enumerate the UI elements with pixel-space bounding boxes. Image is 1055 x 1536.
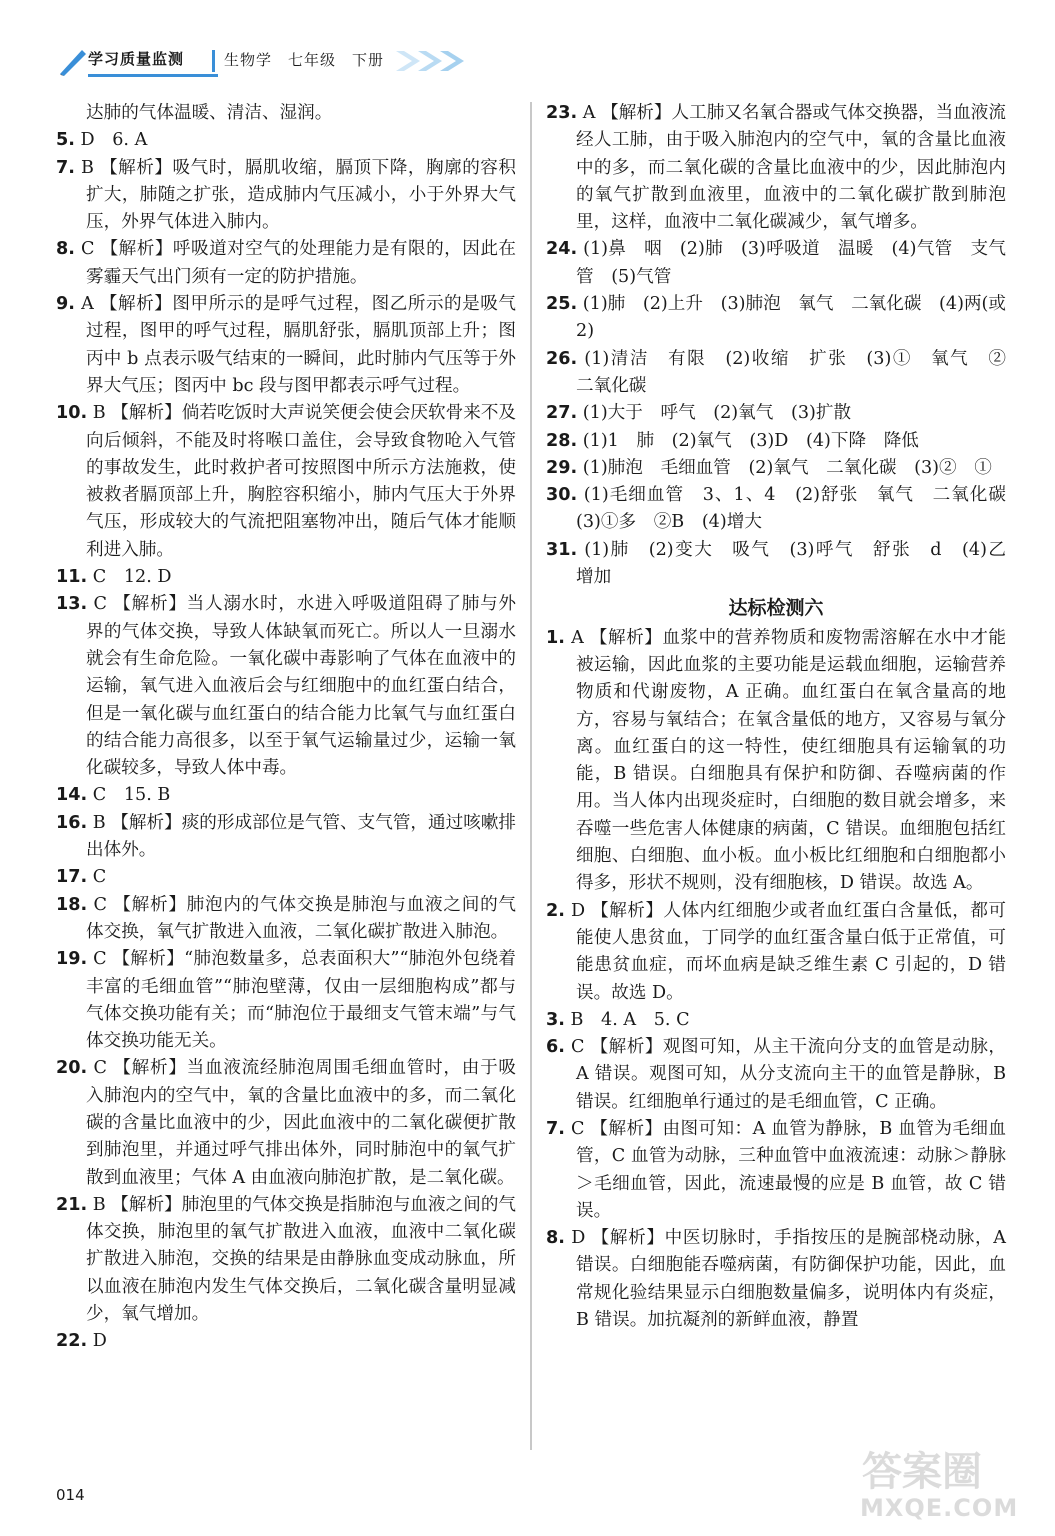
question-number: 9. xyxy=(56,294,75,315)
header-divider xyxy=(212,50,215,72)
question-number: 31. xyxy=(546,539,578,560)
answer-text: C 15. B xyxy=(92,785,171,806)
answer-item xyxy=(546,1225,1006,1334)
answer-text: B 【解析】倘若吃饭时大声说笑便会使会厌软骨来不及向后倾斜，不能及时将喉口盖住，会导致食物呛入气管的事故发生，此时救护者可按照图中所示方法施救，使被救者膈顶部上升，胸腔容积缩小，肺内气压大于外界气压，形成较大的气流把阻塞物冲出，随后气体才能顺利进入肺。 xyxy=(86,403,517,560)
answer-item xyxy=(56,236,516,291)
pen-icon xyxy=(58,46,88,76)
answer-text: B 4. A 5. C xyxy=(570,1009,690,1030)
question-number: 13. xyxy=(56,594,88,615)
question-number: 18. xyxy=(56,894,88,915)
answer-item xyxy=(56,591,516,782)
chevron-decoration-icon xyxy=(394,48,474,74)
book-title: 学习质量监测 xyxy=(88,50,185,68)
answer-item xyxy=(546,898,1006,1007)
answer-text: D xyxy=(92,1331,107,1352)
section-title: 达标检测六 xyxy=(728,597,824,620)
answer-text: A 【解析】图甲所示的是呼气过程，图乙所示的是吸气过程，图甲的呼气过程，膈肌舒张，膈肌顶部上升；图丙中 b 点表示吸气结束的一瞬间，此时肺内气压等于外界大气压；图丙中 bc 段与图甲都表示呼气过程。 xyxy=(81,294,516,396)
answer-text: (1)肺 (2)变大 吸气 (3)呼气 舒张 d (4)乙 增加 xyxy=(576,539,1024,588)
answer-text: (1)肺 (2)上升 (3)肺泡 氧气 二氧化碳 (4)两(或 2) xyxy=(576,294,1007,342)
answer-text: D 6. A xyxy=(80,130,148,151)
answer-text: C 【解析】由图可知：A 血管为静脉，B 血管为毛细血管，C 血管为动脉，三种血管中血液流速：动脉＞静脉＞毛细血管，因此，流速最慢的应是 B 血管，故 C 错误。 xyxy=(570,1118,1006,1221)
page-header xyxy=(54,40,474,80)
answer-item xyxy=(546,400,1006,427)
question-number: 21. xyxy=(56,1194,88,1215)
answer-item xyxy=(56,892,516,947)
answer-item xyxy=(546,482,1024,537)
answer-item xyxy=(56,1192,516,1328)
answer-item xyxy=(56,564,516,591)
question-number: 27. xyxy=(546,403,578,424)
answer-text: D 【解析】人体内红细胞少或者血红蛋白含量低，都可能使人患贫血，丁同学的血红蛋含量白低于正常值，可能患贫血症，而坏血病是缺乏维生素 C 引起的，D 错误。故选 D。 xyxy=(571,900,1007,1003)
answer-item xyxy=(546,1007,1006,1034)
question-number: 8. xyxy=(546,1228,565,1249)
header-underline xyxy=(88,74,218,77)
answer-text: B 【解析】吸气时，膈肌收缩，膈顶下降，胸廓的容积扩大，肺随之扩张，造成肺内气压减小，小于外界大气压，外界气体进入肺内。 xyxy=(81,157,516,233)
answer-text: C 【解析】“肺泡数量多，总表面积大”“肺泡外包绕着丰富的毛细血管”“肺泡壁薄，仅由一层细胞构成”都与气体交换功能有关；而“肺泡位于最细支气管末端”与气体交换功能无关。 xyxy=(86,949,516,1052)
answer-text: C 【解析】呼吸道对空气的处理能力是有限的，因此在雾霾天气出门须有一定的防护措施。 xyxy=(81,239,517,287)
question-number: 5. xyxy=(56,130,75,151)
answer-item xyxy=(56,1055,516,1191)
answer-item xyxy=(56,155,516,237)
answer-item xyxy=(56,100,516,127)
answer-text: C 【解析】肺泡内的气体交换是肺泡与血液之间的气体交换，氧气扩散进入血液，二氧化碳扩散进入肺泡。 xyxy=(86,894,517,942)
book-subject: 生物学 七年级 下册 xyxy=(224,51,385,69)
answer-item xyxy=(56,1328,516,1355)
answer-item xyxy=(546,236,1006,291)
question-number: 28. xyxy=(546,430,578,451)
question-number: 24. xyxy=(546,239,578,260)
answer-text: C 12. D xyxy=(92,567,172,588)
answer-text: B 【解析】肺泡里的气体交换是指肺泡与血液之间的气体交换，肺泡里的氧气扩散进入血液，血液中二氧化碳扩散进入肺泡，交换的结果是由静脉血变成动脉血，所以血液在肺泡内发生气体交换后，二氧化碳含量明显减少，氧气增加。 xyxy=(86,1194,517,1325)
answer-item xyxy=(546,346,1024,401)
answer-text: D 【解析】中医切脉时，手指按压的是腕部桡动脉，A 错误。白细胞能吞噬病菌，有防御保护功能，因此，血常规化验结果显示白细胞数量偏多，说明体内有炎症，B 错误。加抗凝剂的新鲜血液，静置 xyxy=(571,1228,1006,1331)
answer-item xyxy=(546,428,1006,455)
answer-item xyxy=(546,291,1006,346)
question-number: 3. xyxy=(546,1009,565,1030)
question-number: 2. xyxy=(546,900,565,921)
question-number: 20. xyxy=(56,1058,88,1079)
question-number: 30. xyxy=(546,485,578,506)
watermark-logo xyxy=(860,1440,1030,1530)
question-number: 7. xyxy=(56,157,75,178)
question-number: 22. xyxy=(56,1331,88,1352)
page-number: 014 xyxy=(56,1486,85,1504)
answer-item xyxy=(56,810,516,865)
question-number: 14. xyxy=(56,785,88,806)
answer-text: (1)大于 呼气 (2)氧气 (3)扩散 xyxy=(582,403,852,424)
question-number: 29. xyxy=(546,457,578,478)
answer-item xyxy=(56,291,516,400)
question-number: 23. xyxy=(546,103,578,123)
answer-item xyxy=(546,537,1024,592)
answer-item xyxy=(56,127,516,154)
answer-item xyxy=(546,455,1006,482)
question-number: 25. xyxy=(546,294,578,315)
question-number: 19. xyxy=(56,949,88,970)
answer-text: (1)毛细血管 3、1、4 (2)舒张 氧气 二氧化碳 (3)①多 ②B (4)增大 xyxy=(576,485,1024,533)
answer-text: A 【解析】人工肺又名氧合器或气体交换器，当血液流经人工肺，由于吸入肺泡内的空气中，氧的含量比血液中的多，而二氧化碳的含量比血液中的少，因此肺泡内的氧气扩散到血液里，血液中的二氧化碳扩散到肺泡里，这样，血液中二氧化碳减少，氧气增多。 xyxy=(576,103,1006,233)
answer-item xyxy=(56,864,516,891)
answer-item xyxy=(546,100,1006,236)
answer-item xyxy=(56,782,516,809)
question-number: 6. xyxy=(546,1037,565,1058)
question-number: 26. xyxy=(546,348,578,369)
answer-text: C 【解析】观图可知，从主干流向分支的血管是动脉，A 错误。观图可知，从分支流向主干的血管是静脉，B 错误。红细胞单行通过的是毛细血管，C 正确。 xyxy=(571,1037,1007,1112)
question-number: 7. xyxy=(546,1118,565,1139)
answer-text: B 【解析】痰的形成部位是气管、支气管，通过咳嗽排出体外。 xyxy=(86,812,517,861)
answer-item xyxy=(56,946,516,1055)
answer-text: (1)鼻 咽 (2)肺 (3)呼吸道 温暖 (4)气管 支气管 (5)气管 xyxy=(576,239,1006,287)
answer-text: C 【解析】当人溺水时，水进入呼吸道阻碍了肺与外界的气体交换，导致人体缺氧而死亡。所以人一旦溺水就会有生命危险。一氧化碳中毒影响了气体在血液中的运输，氧气进入血液后会与红细胞中的血红蛋白结合，但是一氧化碳与血红蛋白的结合能力比氧气与血红蛋白的结合能力高很多，以至于氧气运输量过少，运输一氧化碳较多，导致人体中毒。 xyxy=(86,594,517,779)
question-number: 11. xyxy=(56,567,88,588)
answer-text: 达肺的气体温暖、清洁、湿润。 xyxy=(86,103,333,123)
question-number: 1. xyxy=(546,627,565,648)
answers-right-column xyxy=(546,100,1024,1334)
answer-text: (1)清洁 有限 (2)收缩 扩张 (3)① 氧气 ② 二氧化碳 xyxy=(576,348,1024,396)
watermark-url: MXQE.COM xyxy=(860,1494,1019,1522)
question-number: 10. xyxy=(56,403,88,424)
answer-item xyxy=(546,1034,1006,1116)
answers-left-column xyxy=(56,100,516,1356)
answer-text: (1)肺泡 毛细血管 (2)氧气 二氧化碳 (3)② ① xyxy=(582,457,992,478)
question-number: 17. xyxy=(56,867,88,888)
answer-item xyxy=(546,625,1006,898)
watermark-logo-text: 答案圈 xyxy=(862,1449,982,1495)
answer-item xyxy=(546,1116,1006,1225)
answer-text: A 【解析】血浆中的营养物质和废物需溶解在水中才能被运输，因此血浆的主要功能是运载血细胞，运输营养物质和代谢废物，A 正确。血红蛋白在氧含量高的地方，容易与氧结合；在氧含量低的地方，又容易与氧分离。血红蛋白的这一特性，使红细胞具有运输氧的功能，B 错误。白细胞具有保护和防御、吞噬病菌的作用。当人体内出现炎症时，白细胞的数目就会增多，来吞噬一些危害人体健康的病菌，C 错误。血细胞包括红细胞、白细胞、血小板。血小板比红细胞和白细胞都小得多，形状不规则，没有细胞核，D 错误。故选 A。 xyxy=(571,627,1006,894)
question-number: 16. xyxy=(56,812,88,833)
answer-text: (1)1 肺 (2)氧气 (3)D (4)下降 降低 xyxy=(582,430,919,451)
answer-text: C 【解析】当血液流经肺泡周围毛细血管时，由于吸入肺泡内的空气中，氧的含量比血液中的多，而二氧化碳的含量比血液中的少，因此血液中的二氧化碳便扩散到肺泡里，并通过呼气排出体外，同时肺泡中的氧气扩散到血液里；气体 A 由血液向肺泡扩散，是二氧化碳。 xyxy=(86,1058,517,1188)
answer-text: C xyxy=(92,867,107,888)
question-number: 8. xyxy=(56,239,75,260)
answer-item xyxy=(56,400,516,564)
